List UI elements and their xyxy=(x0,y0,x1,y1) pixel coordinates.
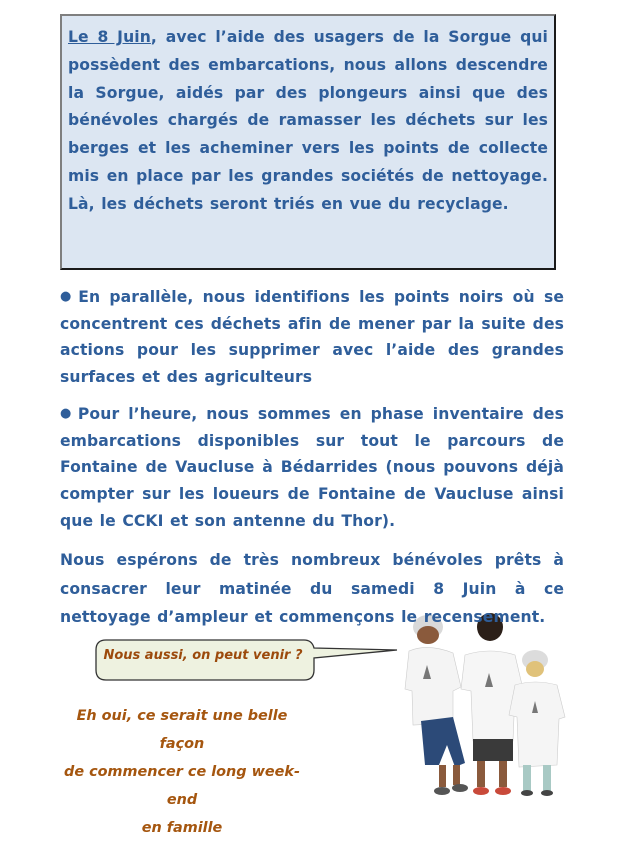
caption-line: en famille xyxy=(141,820,223,836)
bullet-text: Pour l’heure, nous sommes en phase inventaire des embarcations disponibles sur tout le parcours de Fontaine de Vaucluse à Bédarrides (nous pouvons déjà compter sur les loueurs de Fontaine de Vaucluse ainsi que le CCKI et son antenne du Thor). xyxy=(60,405,564,530)
info-box-text xyxy=(68,24,548,219)
info-box xyxy=(60,14,556,270)
bullet-text: En parallèle, nous identifions les points noirs où se concentrent ces déchets afin de mener par la suite des actions pour les supprimer avec l’aide des grandes surfaces et des agriculteurs xyxy=(60,288,564,387)
child-left xyxy=(405,615,468,795)
closing-paragraph: Nous espérons de très nombreux bénévoles prêts à consacrer leur matinée du samedi 8 Juin à ce nettoyage d’ampleur et commençons le recensement. xyxy=(60,551,564,626)
bullet-dot-icon: ● xyxy=(60,289,75,304)
caption-line: Eh oui, ce serait une belle façon xyxy=(76,708,288,752)
children-photo xyxy=(395,612,575,800)
info-box-body: , avec l’aide des usagers de la Sorgue qui possèdent des embarcations, nous allons descendre la Sorgue, aidés par des plongeurs ainsi que des bénévoles chargés de ramasser les déchets sur les berges et les acheminer vers les points de collecte mis en place par les grandes sociétés de nettoyage. Là, les déchets seront triés en vue du recyclage. xyxy=(68,28,548,213)
caption-line: de commencer ce long week-end xyxy=(64,764,300,808)
bullet-paragraph xyxy=(60,284,564,391)
bullet-paragraph xyxy=(60,401,564,535)
bullet-dot-icon: ● xyxy=(60,406,74,421)
caption xyxy=(64,702,300,842)
speech-bubble-text: Nous aussi, on peut venir ? xyxy=(103,648,303,663)
event-date: Le 8 Juin xyxy=(68,28,151,46)
